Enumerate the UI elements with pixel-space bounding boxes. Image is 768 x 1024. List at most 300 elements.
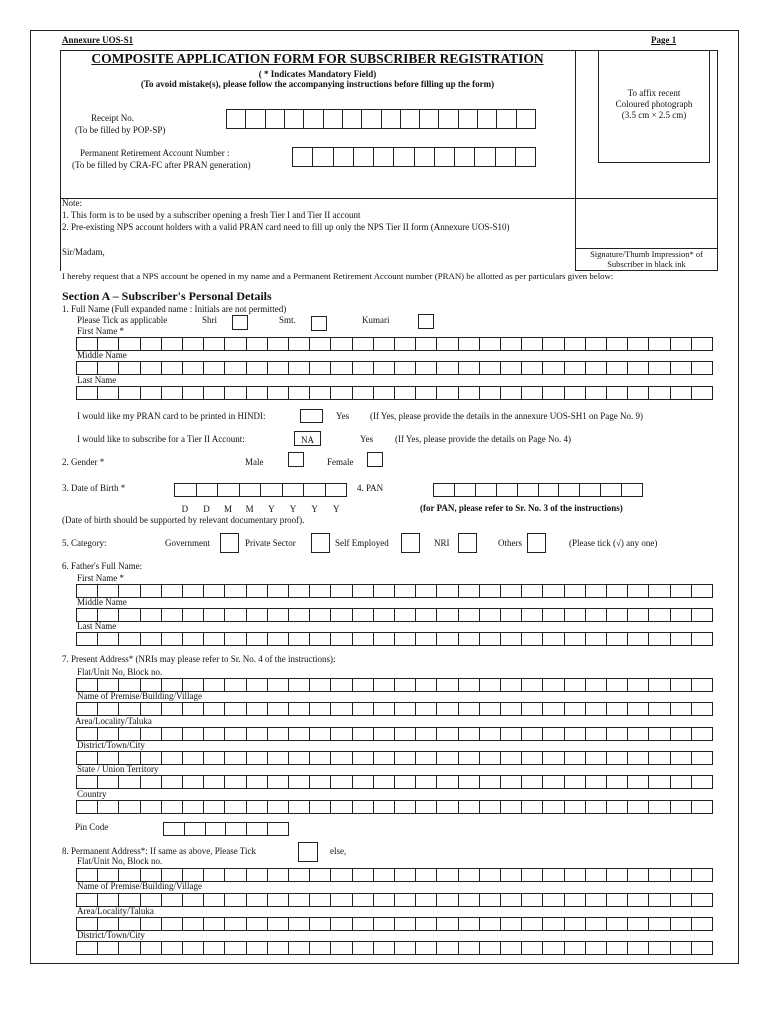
char-cell[interactable] [649, 776, 670, 788]
char-cell[interactable] [197, 484, 219, 496]
receipt-input[interactable] [226, 109, 536, 129]
char-cell[interactable] [522, 633, 543, 645]
char-cell[interactable] [649, 387, 670, 399]
char-cell[interactable] [183, 776, 204, 788]
char-cell[interactable] [501, 776, 522, 788]
char-cell[interactable] [353, 387, 374, 399]
char-cell[interactable] [331, 679, 352, 691]
char-cell[interactable] [183, 918, 204, 930]
char-cell[interactable] [374, 633, 395, 645]
char-cell[interactable] [227, 110, 246, 128]
char-cell[interactable] [522, 728, 543, 740]
char-cell[interactable] [183, 728, 204, 740]
char-cell[interactable] [628, 362, 649, 374]
char-cell[interactable] [437, 362, 458, 374]
char-cell[interactable] [649, 679, 670, 691]
char-cell[interactable] [141, 633, 162, 645]
char-cell[interactable] [183, 752, 204, 764]
char-cell[interactable] [141, 338, 162, 350]
char-cell[interactable] [331, 728, 352, 740]
char-cell[interactable] [459, 801, 480, 813]
char-cell[interactable] [501, 752, 522, 764]
char-cell[interactable] [628, 703, 649, 715]
char-cell[interactable] [586, 633, 607, 645]
char-cell[interactable] [98, 362, 119, 374]
char-cell[interactable] [607, 752, 628, 764]
char-cell[interactable] [326, 484, 348, 496]
char-cell[interactable] [353, 942, 374, 954]
char-cell[interactable] [522, 752, 543, 764]
char-cell[interactable] [459, 728, 480, 740]
smt-checkbox[interactable] [311, 316, 327, 331]
char-cell[interactable] [310, 362, 331, 374]
char-cell[interactable] [289, 585, 310, 597]
char-cell[interactable] [310, 633, 331, 645]
char-cell[interactable] [247, 387, 268, 399]
char-cell[interactable] [331, 338, 352, 350]
char-cell[interactable] [268, 728, 289, 740]
char-cell[interactable] [586, 918, 607, 930]
permanent-flat-input[interactable] [76, 868, 713, 882]
char-cell[interactable] [416, 801, 437, 813]
char-cell[interactable] [334, 148, 354, 166]
char-cell[interactable] [607, 679, 628, 691]
char-cell[interactable] [204, 362, 225, 374]
char-cell[interactable] [304, 110, 323, 128]
char-cell[interactable] [459, 869, 480, 881]
char-cell[interactable] [183, 387, 204, 399]
char-cell[interactable] [225, 338, 246, 350]
char-cell[interactable] [353, 869, 374, 881]
char-cell[interactable] [353, 918, 374, 930]
char-cell[interactable] [480, 728, 501, 740]
char-cell[interactable] [240, 484, 262, 496]
char-cell[interactable] [331, 918, 352, 930]
char-cell[interactable] [501, 869, 522, 881]
char-cell[interactable] [565, 801, 586, 813]
char-cell[interactable] [543, 338, 564, 350]
char-cell[interactable] [353, 679, 374, 691]
char-cell[interactable] [310, 776, 331, 788]
char-cell[interactable] [261, 484, 283, 496]
char-cell[interactable] [395, 633, 416, 645]
char-cell[interactable] [692, 869, 713, 881]
char-cell[interactable] [543, 387, 564, 399]
char-cell[interactable] [580, 484, 601, 496]
char-cell[interactable] [692, 728, 713, 740]
char-cell[interactable] [395, 728, 416, 740]
char-cell[interactable] [119, 728, 140, 740]
char-cell[interactable] [459, 894, 480, 906]
char-cell[interactable] [141, 609, 162, 621]
char-cell[interactable] [246, 110, 265, 128]
char-cell[interactable] [416, 776, 437, 788]
father-last-input[interactable] [76, 632, 713, 646]
char-cell[interactable] [628, 776, 649, 788]
char-cell[interactable] [395, 869, 416, 881]
char-cell[interactable] [480, 776, 501, 788]
char-cell[interactable] [459, 585, 480, 597]
char-cell[interactable] [204, 801, 225, 813]
government-checkbox[interactable] [220, 533, 239, 553]
char-cell[interactable] [586, 387, 607, 399]
char-cell[interactable] [331, 801, 352, 813]
char-cell[interactable] [437, 894, 458, 906]
char-cell[interactable] [501, 801, 522, 813]
char-cell[interactable] [289, 703, 310, 715]
char-cell[interactable] [671, 942, 692, 954]
char-cell[interactable] [543, 869, 564, 881]
char-cell[interactable] [628, 942, 649, 954]
char-cell[interactable] [543, 752, 564, 764]
char-cell[interactable] [416, 703, 437, 715]
char-cell[interactable] [607, 362, 628, 374]
pan-input[interactable] [433, 483, 643, 497]
char-cell[interactable] [416, 752, 437, 764]
char-cell[interactable] [671, 801, 692, 813]
char-cell[interactable] [496, 148, 516, 166]
char-cell[interactable] [565, 338, 586, 350]
char-cell[interactable] [607, 894, 628, 906]
char-cell[interactable] [310, 728, 331, 740]
char-cell[interactable] [671, 752, 692, 764]
char-cell[interactable] [649, 633, 670, 645]
char-cell[interactable] [77, 942, 98, 954]
char-cell[interactable] [649, 585, 670, 597]
char-cell[interactable] [310, 609, 331, 621]
char-cell[interactable] [204, 752, 225, 764]
char-cell[interactable] [225, 869, 246, 881]
char-cell[interactable] [437, 801, 458, 813]
char-cell[interactable] [539, 484, 560, 496]
char-cell[interactable] [395, 679, 416, 691]
char-cell[interactable] [671, 338, 692, 350]
male-checkbox[interactable] [288, 452, 304, 467]
char-cell[interactable] [225, 633, 246, 645]
same-address-checkbox[interactable] [298, 842, 318, 862]
char-cell[interactable] [692, 894, 713, 906]
char-cell[interactable] [183, 338, 204, 350]
char-cell[interactable] [285, 110, 304, 128]
char-cell[interactable] [671, 894, 692, 906]
char-cell[interactable] [565, 869, 586, 881]
char-cell[interactable] [247, 918, 268, 930]
char-cell[interactable] [501, 362, 522, 374]
char-cell[interactable] [628, 894, 649, 906]
char-cell[interactable] [247, 776, 268, 788]
char-cell[interactable] [289, 679, 310, 691]
char-cell[interactable] [247, 679, 268, 691]
char-cell[interactable] [204, 776, 225, 788]
char-cell[interactable] [98, 776, 119, 788]
tier2-field[interactable]: NA [294, 431, 321, 446]
char-cell[interactable] [374, 585, 395, 597]
present-flat-input[interactable] [76, 678, 713, 692]
char-cell[interactable] [692, 338, 713, 350]
char-cell[interactable] [268, 679, 289, 691]
char-cell[interactable] [374, 362, 395, 374]
char-cell[interactable] [77, 609, 98, 621]
char-cell[interactable] [353, 801, 374, 813]
char-cell[interactable] [331, 752, 352, 764]
char-cell[interactable] [331, 894, 352, 906]
char-cell[interactable] [331, 585, 352, 597]
char-cell[interactable] [374, 703, 395, 715]
char-cell[interactable] [98, 609, 119, 621]
char-cell[interactable] [480, 338, 501, 350]
char-cell[interactable] [459, 776, 480, 788]
char-cell[interactable] [395, 387, 416, 399]
char-cell[interactable] [310, 387, 331, 399]
char-cell[interactable] [310, 679, 331, 691]
char-cell[interactable] [395, 776, 416, 788]
char-cell[interactable] [204, 609, 225, 621]
char-cell[interactable] [225, 703, 246, 715]
char-cell[interactable] [455, 148, 475, 166]
char-cell[interactable] [225, 387, 246, 399]
char-cell[interactable] [480, 387, 501, 399]
char-cell[interactable] [543, 609, 564, 621]
char-cell[interactable] [480, 679, 501, 691]
private-sector-checkbox[interactable] [311, 533, 330, 553]
char-cell[interactable] [162, 703, 183, 715]
char-cell[interactable] [475, 148, 495, 166]
char-cell[interactable] [374, 942, 395, 954]
char-cell[interactable] [459, 387, 480, 399]
char-cell[interactable] [543, 894, 564, 906]
char-cell[interactable] [119, 585, 140, 597]
char-cell[interactable] [119, 338, 140, 350]
char-cell[interactable] [225, 585, 246, 597]
char-cell[interactable] [343, 110, 362, 128]
char-cell[interactable] [175, 484, 197, 496]
char-cell[interactable] [77, 362, 98, 374]
char-cell[interactable] [628, 679, 649, 691]
char-cell[interactable] [204, 942, 225, 954]
char-cell[interactable] [141, 776, 162, 788]
char-cell[interactable] [98, 801, 119, 813]
char-cell[interactable] [247, 752, 268, 764]
char-cell[interactable] [522, 585, 543, 597]
char-cell[interactable] [437, 679, 458, 691]
char-cell[interactable] [437, 752, 458, 764]
char-cell[interactable] [268, 823, 289, 835]
nri-checkbox[interactable] [458, 533, 477, 553]
char-cell[interactable] [437, 918, 458, 930]
char-cell[interactable] [522, 869, 543, 881]
char-cell[interactable] [497, 484, 518, 496]
char-cell[interactable] [268, 801, 289, 813]
char-cell[interactable] [437, 338, 458, 350]
char-cell[interactable] [374, 894, 395, 906]
father-middle-input[interactable] [76, 608, 713, 622]
char-cell[interactable] [501, 703, 522, 715]
char-cell[interactable] [204, 387, 225, 399]
char-cell[interactable] [671, 362, 692, 374]
char-cell[interactable] [374, 338, 395, 350]
char-cell[interactable] [649, 609, 670, 621]
char-cell[interactable] [649, 752, 670, 764]
char-cell[interactable] [437, 869, 458, 881]
char-cell[interactable] [162, 362, 183, 374]
char-cell[interactable] [649, 703, 670, 715]
char-cell[interactable] [522, 338, 543, 350]
char-cell[interactable] [310, 894, 331, 906]
char-cell[interactable] [225, 752, 246, 764]
char-cell[interactable] [416, 609, 437, 621]
char-cell[interactable] [162, 894, 183, 906]
char-cell[interactable] [501, 338, 522, 350]
first-name-input[interactable] [76, 337, 713, 351]
char-cell[interactable] [162, 633, 183, 645]
char-cell[interactable] [204, 728, 225, 740]
char-cell[interactable] [543, 728, 564, 740]
char-cell[interactable] [649, 338, 670, 350]
char-cell[interactable] [162, 338, 183, 350]
char-cell[interactable] [543, 585, 564, 597]
char-cell[interactable] [183, 801, 204, 813]
char-cell[interactable] [671, 633, 692, 645]
char-cell[interactable] [141, 752, 162, 764]
char-cell[interactable] [671, 776, 692, 788]
char-cell[interactable] [77, 752, 98, 764]
char-cell[interactable] [692, 633, 713, 645]
present-state-input[interactable] [76, 775, 713, 789]
char-cell[interactable] [183, 585, 204, 597]
char-cell[interactable] [247, 869, 268, 881]
father-first-input[interactable] [76, 584, 713, 598]
char-cell[interactable] [586, 679, 607, 691]
char-cell[interactable] [183, 869, 204, 881]
char-cell[interactable] [416, 869, 437, 881]
char-cell[interactable] [354, 148, 374, 166]
char-cell[interactable] [162, 752, 183, 764]
char-cell[interactable] [247, 894, 268, 906]
char-cell[interactable] [607, 918, 628, 930]
char-cell[interactable] [501, 894, 522, 906]
char-cell[interactable] [218, 484, 240, 496]
char-cell[interactable] [353, 894, 374, 906]
char-cell[interactable] [480, 362, 501, 374]
char-cell[interactable] [331, 387, 352, 399]
char-cell[interactable] [435, 148, 455, 166]
char-cell[interactable] [478, 110, 497, 128]
char-cell[interactable] [522, 387, 543, 399]
char-cell[interactable] [565, 942, 586, 954]
char-cell[interactable] [395, 362, 416, 374]
char-cell[interactable] [671, 679, 692, 691]
char-cell[interactable] [310, 801, 331, 813]
char-cell[interactable] [420, 110, 439, 128]
char-cell[interactable] [416, 942, 437, 954]
char-cell[interactable] [268, 703, 289, 715]
char-cell[interactable] [416, 894, 437, 906]
char-cell[interactable] [501, 679, 522, 691]
char-cell[interactable] [310, 703, 331, 715]
char-cell[interactable] [225, 679, 246, 691]
char-cell[interactable] [543, 942, 564, 954]
char-cell[interactable] [268, 633, 289, 645]
char-cell[interactable] [324, 110, 343, 128]
middle-name-input[interactable] [76, 361, 713, 375]
char-cell[interactable] [204, 869, 225, 881]
char-cell[interactable] [331, 776, 352, 788]
char-cell[interactable] [141, 362, 162, 374]
char-cell[interactable] [671, 703, 692, 715]
char-cell[interactable] [565, 585, 586, 597]
char-cell[interactable] [522, 679, 543, 691]
char-cell[interactable] [141, 894, 162, 906]
char-cell[interactable] [586, 703, 607, 715]
char-cell[interactable] [586, 894, 607, 906]
char-cell[interactable] [98, 869, 119, 881]
char-cell[interactable] [543, 679, 564, 691]
char-cell[interactable] [268, 585, 289, 597]
char-cell[interactable] [162, 609, 183, 621]
char-cell[interactable] [649, 942, 670, 954]
char-cell[interactable] [459, 918, 480, 930]
char-cell[interactable] [119, 362, 140, 374]
char-cell[interactable] [293, 148, 313, 166]
char-cell[interactable] [289, 942, 310, 954]
char-cell[interactable] [119, 869, 140, 881]
char-cell[interactable] [331, 633, 352, 645]
char-cell[interactable] [225, 942, 246, 954]
pin-input[interactable] [163, 822, 289, 836]
char-cell[interactable] [692, 387, 713, 399]
char-cell[interactable] [353, 752, 374, 764]
char-cell[interactable] [183, 942, 204, 954]
char-cell[interactable] [586, 776, 607, 788]
char-cell[interactable] [476, 484, 497, 496]
char-cell[interactable] [353, 609, 374, 621]
char-cell[interactable] [374, 776, 395, 788]
char-cell[interactable] [289, 752, 310, 764]
char-cell[interactable] [628, 869, 649, 881]
char-cell[interactable] [395, 609, 416, 621]
char-cell[interactable] [331, 942, 352, 954]
char-cell[interactable] [162, 869, 183, 881]
char-cell[interactable] [268, 918, 289, 930]
others-checkbox[interactable] [527, 533, 546, 553]
char-cell[interactable] [310, 869, 331, 881]
char-cell[interactable] [204, 633, 225, 645]
char-cell[interactable] [459, 703, 480, 715]
char-cell[interactable] [437, 942, 458, 954]
char-cell[interactable] [565, 776, 586, 788]
char-cell[interactable] [522, 918, 543, 930]
char-cell[interactable] [395, 801, 416, 813]
char-cell[interactable] [77, 585, 98, 597]
char-cell[interactable] [164, 823, 185, 835]
char-cell[interactable] [649, 801, 670, 813]
char-cell[interactable] [225, 918, 246, 930]
char-cell[interactable] [226, 823, 247, 835]
char-cell[interactable] [162, 801, 183, 813]
char-cell[interactable] [247, 728, 268, 740]
char-cell[interactable] [586, 728, 607, 740]
char-cell[interactable] [268, 942, 289, 954]
char-cell[interactable] [628, 728, 649, 740]
char-cell[interactable] [607, 869, 628, 881]
char-cell[interactable] [501, 918, 522, 930]
char-cell[interactable] [416, 387, 437, 399]
char-cell[interactable] [692, 752, 713, 764]
char-cell[interactable] [331, 869, 352, 881]
char-cell[interactable] [162, 728, 183, 740]
char-cell[interactable] [247, 703, 268, 715]
char-cell[interactable] [437, 776, 458, 788]
